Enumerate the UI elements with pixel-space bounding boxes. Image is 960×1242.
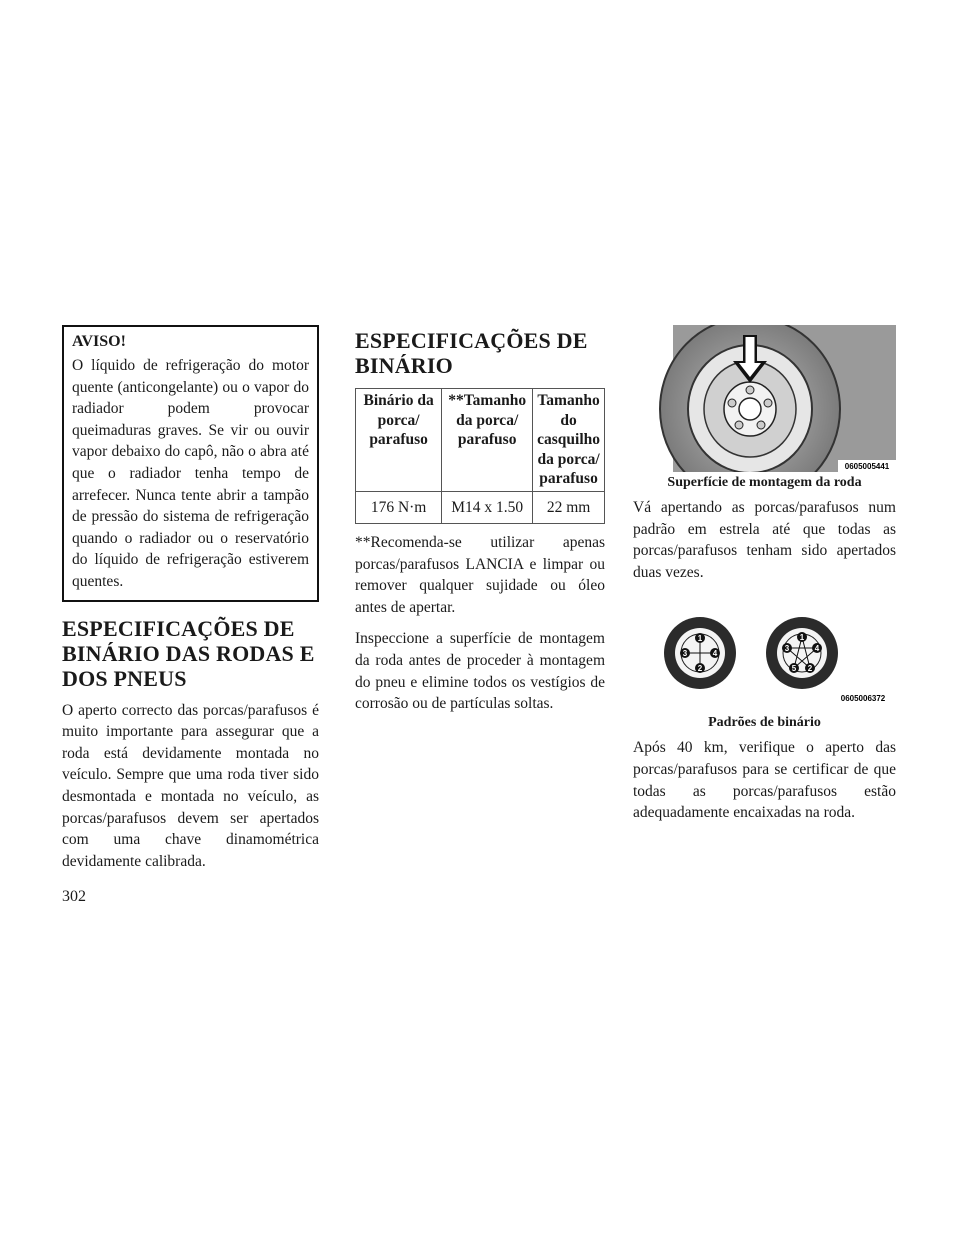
warning-title: AVISO! [72, 333, 126, 350]
table-header-cell: Binário da porca/ parafuso [356, 389, 442, 492]
table-cell: 22 mm [533, 491, 605, 524]
table-cell: M14 x 1.50 [442, 491, 533, 524]
wheel-hub-illustration [633, 325, 896, 472]
svg-text:4: 4 [814, 644, 820, 654]
section-text-wheel-torque: O aperto correcto das porcas/parafusos é muito importante para assegurar que a roda está devidamente montada no veículo. Sempre que uma roda tiver sido desmontada e montada no veículo, as porcas/parafusos devem ser apertados com uma chave dinamométrica devidamente calibrada. [62, 701, 319, 870]
table-header-cell: Tamanho do casquilho da porca/ parafuso [533, 389, 605, 492]
five-stud-pattern-icon [766, 617, 838, 689]
figure-caption: Padrões de binário [708, 715, 821, 731]
table-header-cell: **Tamanho da porca/ parafuso [442, 389, 533, 492]
svg-text:1: 1 [799, 633, 805, 643]
table-header-row [356, 389, 605, 492]
text-star-pattern: Vá apertando as porcas/parafusos num padrão em estrela até que todas as porcas/parafusos tenham sido apertados duas vezes. [633, 499, 896, 581]
figure-caption: Superfície de montagem da roda [667, 475, 862, 490]
figure-code: 0605006372 [840, 694, 886, 704]
svg-text:3: 3 [784, 644, 790, 654]
svg-text:5: 5 [791, 664, 797, 674]
section-heading-wheel-torque: ESPECIFICAÇÕES DE BINÁRIO DAS RODAS E DOS PNEUS [62, 615, 315, 691]
table-footnote: **Recomenda-se utilizar apenas porcas/parafusos LANCIA e limpar ou remover qualquer sujidade ou óleo antes de apertar. [355, 534, 605, 616]
torque-pattern-illustration [633, 613, 896, 703]
section-heading-torque-specs: ESPECIFICAÇÕES DE BINÁRIO [355, 328, 588, 378]
svg-text:2: 2 [697, 664, 703, 674]
table-cell: 176 N·m [356, 491, 442, 524]
text-recheck-torque: Após 40 km, verifique o aperto das porcas/parafusos para se certificar de que todas as porcas/parafusos estão adequadamente encaixadas na roda. [633, 739, 896, 822]
four-stud-pattern-icon [664, 617, 736, 689]
torque-spec-table [355, 388, 605, 524]
figure-wheel-mounting [633, 325, 896, 491]
figure-code: 0605005441 [844, 462, 890, 471]
figure-torque-patterns [633, 613, 896, 731]
page-number: 302 [62, 888, 86, 905]
warning-text: O líquido de refrigeração do motor quente (anticongelante) ou o vapor do radiador podem provocar queimaduras graves. Se vir ou ouvir vapor debaixo do capô, não o abra até que o radiador tenha tempo de arrefecer. Nunca tente abrir a tampão de pressão do sistema de refrigeração quando o radiador ou o reservatório do líquido de refrigeração estiverem quentes. [72, 357, 309, 590]
table-row [356, 491, 605, 524]
column-middle [355, 325, 605, 725]
column-left [62, 325, 319, 882]
warning-box [62, 325, 319, 602]
svg-text:4: 4 [712, 649, 718, 659]
svg-text:3: 3 [682, 649, 688, 659]
svg-text:1: 1 [697, 634, 703, 644]
svg-text:2: 2 [807, 664, 813, 674]
section-text-inspect: Inspeccione a superfície de montagem da roda antes de proceder à montagem do pneu e elimine todos os vestígios de corrosão ou de partículas soltas. [355, 630, 605, 713]
column-right [633, 325, 896, 834]
